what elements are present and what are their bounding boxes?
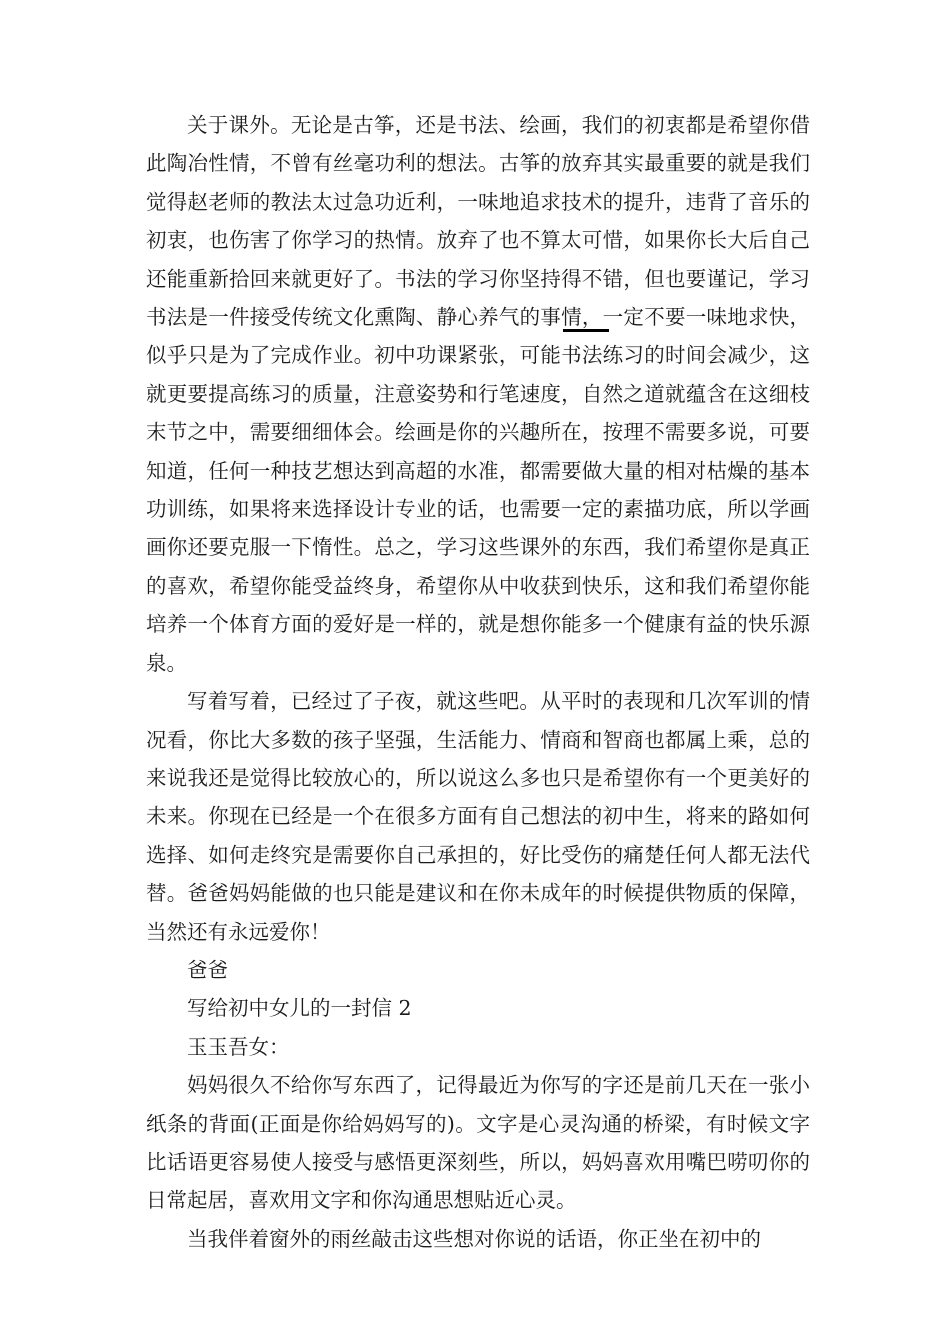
letter2-paragraph-1: 妈妈很久不给你写东西了，记得最近为你写的字还是前几天在一张小纸条的背面(正面是你给妈妈写的)。文字是心灵沟通的桥梁，有时候文字比话语更容易使人接受与感悟更深刻些，所以，妈妈喜欢用嘴巴唠叨你的日常起居，喜欢用文字和你沟通思想贴近心灵。 xyxy=(146,1073,810,1213)
letter2-salutation: 玉玉吾女： xyxy=(187,1034,290,1059)
text-cursor-mark xyxy=(563,329,609,332)
letter-body xyxy=(146,106,810,1258)
paragraph-closing: 写着写着，已经过了子夜，就这些吧。从平时的表现和几次军训的情况看，你比大多数的孩子坚强，生活能力、情商和智商也都属上乘，总的来说我还是觉得比较放心的，所以说这么多也只是希望你有一个更美好的未来。你现在已经是一个在很多方面有自己想法的初中生，将来的路如何选择、如何走终究是需要你自己承担的，好比受伤的痛楚任何人都无法代替。爸爸妈妈能做的也只能是建议和在你未成年的时候提供物质的保障，当然还有永远爱你！ xyxy=(146,689,810,944)
paragraph-extracurricular: 关于课外。无论是古筝，还是书法、绘画，我们的初衷都是希望你借此陶冶性情，不曾有丝毫功利的想法。古筝的放弃其实最重要的就是我们觉得赵老师的教法太过急功近利，一味地追求技术的提升，违背了音乐的初衷，也伤害了你学习的热情。放弃了也不算太可惜，如果你长大后自己还能重新拾回来就更好了。书法的学习你坚持得不错，但也要谨记，学习书法是一件接受传统文化熏陶、静心养气的事情，一定不要一味地求快，似乎只是为了完成作业。初中功课紧张，可能书法练习的时间会减少，这就更要提高练习的质量，注意姿势和行笔速度，自然之道就蕴含在这细枝末节之中，需要细细体会。绘画是你的兴趣所在，按理不需要多说，可要知道，任何一种技艺想达到高超的水准，都需要做大量的相对枯燥的基本功训练，如果将来选择设计专业的话，也需要一定的素描功底，所以学画画你还要克服一下惰性。总之，学习这些课外的东西，我们希望你是真正的喜欢，希望你能受益终身，希望你从中收获到快乐，这和我们希望你能培养一个体育方面的爱好是一样的，就是想你能多一个健康有益的快乐源泉。 xyxy=(146,113,810,675)
letter2-title: 写给初中女儿的一封信 2 xyxy=(187,996,412,1021)
letter2-paragraph-2: 当我伴着窗外的雨丝敲击这些想对你说的话语，你正坐在初中的 xyxy=(187,1226,761,1251)
signature: 爸爸 xyxy=(187,957,228,982)
